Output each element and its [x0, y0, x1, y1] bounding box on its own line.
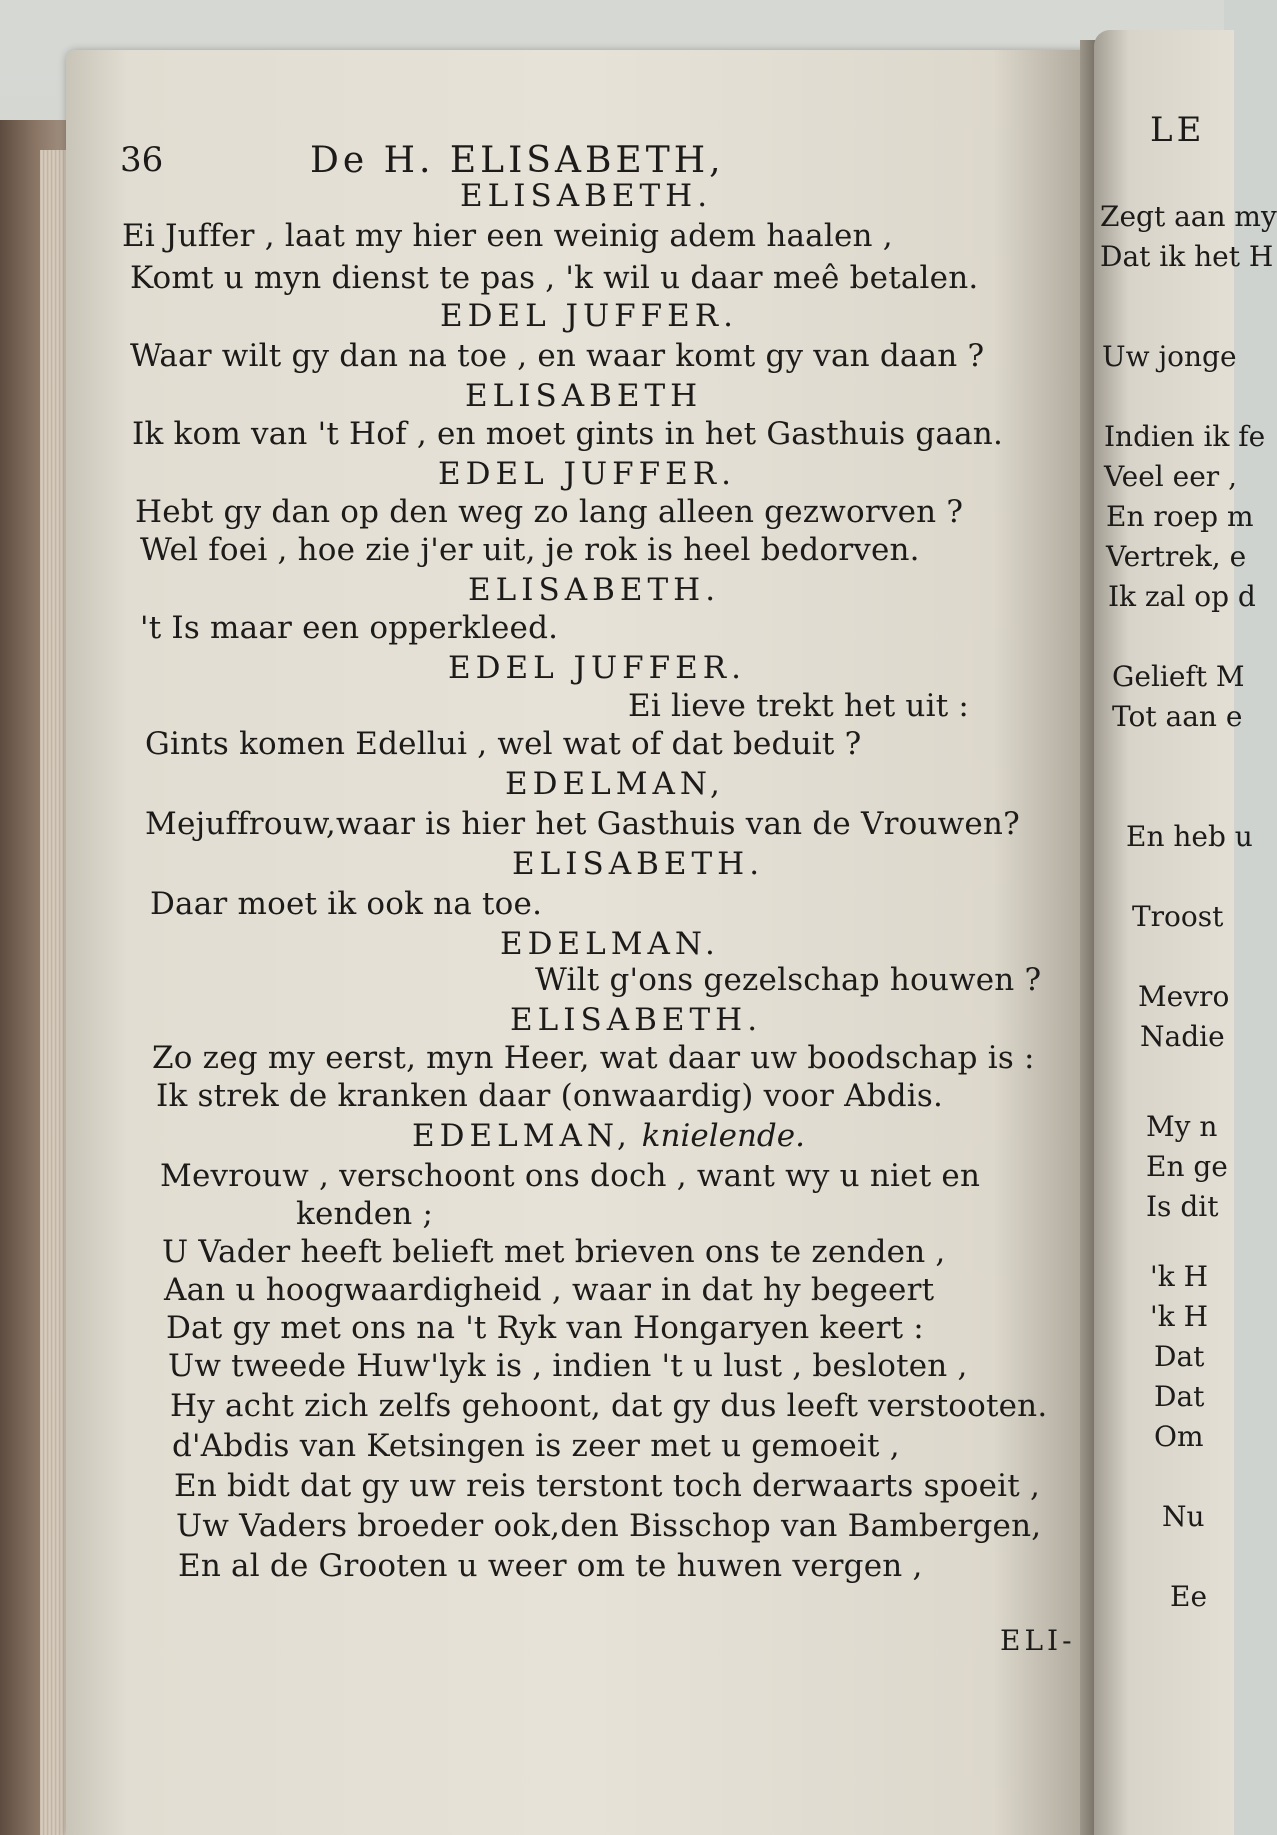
verse-line [162, 1234, 945, 1270]
verse-text: Hy acht zich zelfs gehoont, dat gy dus leeft verstooten. [170, 1388, 1048, 1424]
verse-text: Aan u hoogwaardigheid , waar in dat hy begeert [164, 1272, 935, 1308]
speaker-name [460, 178, 712, 214]
speaker-label: EDELMAN. [500, 926, 720, 962]
right-page-line: Mevro [1138, 980, 1230, 1013]
verse-line [130, 338, 984, 374]
verse-text: kenden ; [296, 1196, 434, 1232]
catchword: ELI- [1000, 1624, 1076, 1657]
speaker-label: EDEL JUFFER. [440, 298, 738, 334]
verse-line [122, 218, 893, 254]
verse-line [156, 1078, 943, 1114]
verse-text: Zo zeg my eerst, myn Heer, wat daar uw boodschap is : [152, 1040, 1035, 1076]
verse-text: Ik strek de kranken daar (onwaardig) voor Abdis. [156, 1078, 944, 1114]
right-page-line: Ik zal op d [1108, 580, 1256, 613]
verse-text: Daar moet ik ook na toe. [150, 886, 543, 922]
verse-line [172, 1428, 900, 1464]
right-page-line: Veel eer , [1104, 460, 1237, 493]
verse-line [174, 1468, 1040, 1504]
speaker-name [505, 766, 725, 802]
speaker-name [438, 456, 736, 492]
verse-line [628, 688, 969, 724]
right-page-line: En roep m [1106, 500, 1254, 533]
right-page-line: Uw jonge [1102, 340, 1237, 373]
verse-text: 't Is maar een opperkleed. [140, 610, 559, 646]
verse-text: Uw tweede Huw'lyk is , indien 't u lust , besloten , [168, 1348, 968, 1384]
speaker-label: ELISABETH. [510, 1002, 763, 1038]
verse-text: Mevrouw , verschoont ons doch , want wy u niet en [160, 1158, 981, 1194]
right-page-line: 'k H [1150, 1260, 1208, 1293]
verse-line [166, 1310, 924, 1346]
verse-text: Ei lieve trekt het uit : [628, 688, 970, 724]
right-page-line: Dat [1154, 1380, 1205, 1413]
speaker-name [512, 846, 764, 882]
speaker-name [500, 926, 720, 962]
speaker-label: ELISABETH. [468, 572, 721, 608]
right-page-line: Ee [1170, 1580, 1208, 1613]
verse-line [135, 494, 963, 530]
verse-line [178, 1548, 923, 1584]
verse-line [145, 726, 861, 762]
right-page-line: 'k H [1150, 1300, 1208, 1333]
right-page-header: LE [1150, 110, 1206, 150]
running-title: De H. ELISABETH, [310, 140, 725, 181]
speaker-name [465, 378, 702, 414]
verse-line [170, 1388, 1047, 1424]
right-page-line: Tot aan e [1112, 700, 1243, 733]
right-page-line: Gelieft M [1112, 660, 1245, 693]
verse-line [164, 1272, 934, 1308]
verse-line [145, 806, 1020, 842]
verse-line [140, 610, 558, 646]
verse-line [130, 260, 978, 296]
right-page-line: En heb u [1126, 820, 1253, 853]
right-page-line: My n [1146, 1110, 1218, 1143]
verse-line [168, 1348, 968, 1384]
verse-text: Komt u myn dienst te pas , 'k wil u daar meê betalen. [130, 260, 979, 296]
right-page-line: Dat [1154, 1340, 1205, 1373]
verse-text: d'Abdis van Ketsingen is zeer met u gemoeit , [172, 1428, 900, 1464]
verse-text: Ei Juffer , laat my hier een weinig adem haalen , [122, 218, 893, 254]
verse-text: Wel foei , hoe zie j'er uit, je rok is heel bedorven. [140, 532, 920, 568]
verse-text: Uw Vaders broeder ook,den Bisschop van Bambergen, [176, 1508, 1042, 1544]
speaker-name [412, 1118, 805, 1154]
right-page-line: Is dit [1146, 1190, 1219, 1223]
verse-line [176, 1508, 1041, 1544]
verse-text: En al de Grooten u weer om te huwen vergen , [178, 1548, 923, 1584]
verse-text: Dat gy met ons na 't Ryk van Hongaryen keert : [166, 1310, 924, 1346]
speaker-name [468, 572, 720, 608]
speaker-label: EDELMAN, [505, 766, 725, 802]
right-page-line: En ge [1146, 1150, 1228, 1183]
page-number: 36 [120, 140, 164, 180]
speaker-name [440, 298, 738, 334]
right-page-line: Dat ik het H [1100, 240, 1274, 273]
verse-text: Hebt gy dan op den weg zo lang alleen gezworven ? [135, 494, 964, 530]
speaker-label: ELISABETH [465, 378, 703, 414]
right-page-line: Nadie [1140, 1020, 1225, 1053]
speaker-label: ELISABETH. [460, 178, 713, 214]
speaker-name [448, 650, 746, 686]
speaker-name [510, 1002, 762, 1038]
verse-text: Gints komen Edellui , wel wat of dat beduit ? [145, 726, 862, 762]
right-page-line: Troost [1132, 900, 1224, 933]
verse-text: Waar wilt gy dan na toe , en waar komt gy van daan ? [130, 338, 985, 374]
verse-line [140, 532, 920, 568]
right-page-line: Nu [1162, 1500, 1205, 1533]
right-page-line: Zegt aan my [1100, 200, 1277, 233]
stage-direction: knielende. [631, 1118, 805, 1154]
verse-line [160, 1158, 980, 1194]
right-page-line: Indien ik fe [1104, 420, 1266, 453]
verse-text: U Vader heeft belieft met brieven ons te zenden , [162, 1234, 946, 1270]
verse-line [296, 1196, 433, 1232]
verse-text: En bidt dat gy uw reis terstont toch derwaarts spoeit , [174, 1468, 1041, 1504]
speaker-label: ELISABETH. [512, 846, 765, 882]
speaker-label: EDEL JUFFER. [438, 456, 736, 492]
verse-text: Mejuffrouw,waar is hier het Gasthuis van de Vrouwen? [145, 806, 1020, 842]
verse-text: Wilt g'ons gezelschap houwen ? [535, 962, 1042, 998]
right-page-line: Vertrek, e [1106, 540, 1247, 573]
right-page-line: Om [1154, 1420, 1204, 1453]
verse-line [150, 886, 542, 922]
speaker-label: EDEL JUFFER. [448, 650, 746, 686]
verse-line [152, 1040, 1035, 1076]
verse-line [535, 962, 1041, 998]
speaker-label: EDELMAN, [412, 1118, 632, 1154]
verse-text: Ik kom van 't Hof , en moet gints in het Gasthuis gaan. [132, 416, 1003, 452]
verse-line [132, 416, 1003, 452]
